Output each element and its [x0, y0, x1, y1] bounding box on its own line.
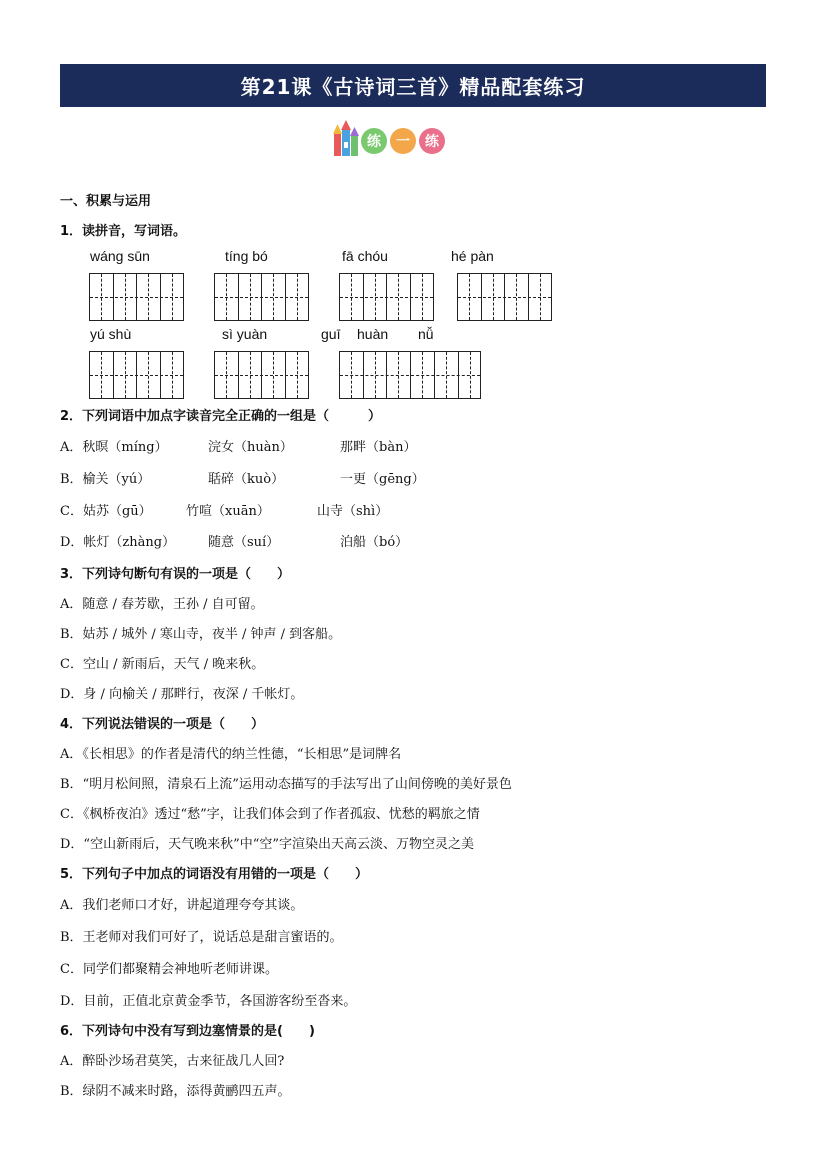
page-title-banner [60, 64, 766, 107]
writing-grid-1[interactable] [89, 273, 184, 321]
q5-stem: 5．下列句子中加点的词语没有用错的一项是（ ） [60, 867, 369, 882]
q1-stem: 1．读拼音，写词语。 [60, 224, 187, 239]
q2-a-2: 浣女（huàn） [208, 440, 293, 455]
pinyin-3: fā chóu [342, 248, 388, 264]
page-title: 第21课《古诗词三首》精品配套练习 [240, 75, 586, 99]
q2-b-1: B．榆关（yú） [60, 472, 151, 487]
pinyin-7b: huàn [357, 326, 389, 342]
pinyin-6: sì yuàn [222, 326, 268, 342]
q6-stem: 6．下列诗句中没有写到边塞情景的是( ) [60, 1024, 315, 1039]
pinyin-7a: guī [321, 326, 341, 342]
q3-stem: 3．下列诗句断句有误的一项是（ ） [60, 567, 291, 582]
q4-option-b: B．“明月松间照，清泉石上流”运用动态描写的手法写出了山间傍晚的美好景色 [60, 777, 512, 792]
q4-stem: 4．下列说法错误的一项是（ ） [60, 717, 265, 732]
q5-option-a: A．我们老师口才好，讲起道理夸夸其谈。 [60, 898, 304, 913]
q2-b-2: 聒碎（kuò） [208, 472, 285, 487]
section-heading: 一、积累与运用 [60, 194, 152, 209]
q2-a-3: 那畔（bàn） [340, 440, 417, 455]
q2-c-1: C．姑苏（gū） [60, 504, 152, 519]
q5-option-b: B．王老师对我们可好了，说话总是甜言蜜语的。 [60, 930, 343, 945]
q2-a-1: A．秋暝（míng） [60, 440, 168, 455]
pinyin-5: yú shù [90, 326, 132, 342]
practice-badge [361, 127, 445, 155]
pinyin-1: wáng sūn [90, 248, 150, 264]
q5-option-d: D．目前，正值北京黄金季节，各国游客纷至沓来。 [60, 994, 357, 1009]
q2-stem: 2．下列词语中加点字读音完全正确的一组是（ ） [60, 409, 382, 424]
q3-option-b: B．姑苏 / 城外 / 寒山寺，夜半 / 钟声 / 到客船。 [60, 627, 342, 642]
pinyin-4: hé pàn [451, 248, 494, 264]
writing-grid-3[interactable] [339, 273, 434, 321]
q4-option-d: D．“空山新雨后，天气晚来秋”中“空”字渲染出天高云淡、万物空灵之美 [60, 837, 475, 852]
q2-b-3: 一更（gēng） [340, 472, 425, 487]
q5-option-c: C．同学们都聚精会神地听老师讲课。 [60, 962, 278, 977]
q3-option-d: D．身 / 向榆关 / 那畔行，夜深 / 千帐灯。 [60, 687, 304, 702]
q2-c-3: 山寺（shì） [317, 504, 389, 519]
q6-option-a: A．醉卧沙场君莫笑，古来征战几人回? [60, 1054, 285, 1069]
q3-option-c: C．空山 / 新雨后，天气 / 晚来秋。 [60, 657, 265, 672]
q2-c-2: 竹喧（xuān） [186, 504, 270, 519]
writing-grid-7[interactable] [339, 351, 481, 399]
q4-option-c: C．《枫桥夜泊》透过“愁”字，让我们体会到了作者孤寂、忧愁的羁旅之情 [60, 807, 480, 822]
badge-char-1: 练 [361, 128, 387, 154]
writing-grid-2[interactable] [214, 273, 309, 321]
q2-d-1: D．帐灯（zhàng） [60, 535, 176, 550]
badge-char-3: 练 [419, 128, 445, 154]
q2-d-2: 随意（suí） [208, 535, 280, 550]
q6-option-b: B．绿阴不减来时路，添得黄鹂四五声。 [60, 1084, 291, 1099]
pinyin-7c: nǚ [418, 326, 434, 342]
q2-d-3: 泊船（bó） [340, 535, 409, 550]
pinyin-2: tíng bó [225, 248, 268, 264]
badge-char-2: 一 [390, 128, 416, 154]
q4-option-a: A．《长相思》的作者是清代的纳兰性德，“长相思”是词牌名 [60, 747, 402, 762]
writing-grid-5[interactable] [89, 351, 184, 399]
writing-grid-4[interactable] [457, 273, 552, 321]
writing-grid-6[interactable] [214, 351, 309, 399]
q3-option-a: A．随意 / 春芳歇，王孙 / 自可留。 [60, 597, 264, 612]
